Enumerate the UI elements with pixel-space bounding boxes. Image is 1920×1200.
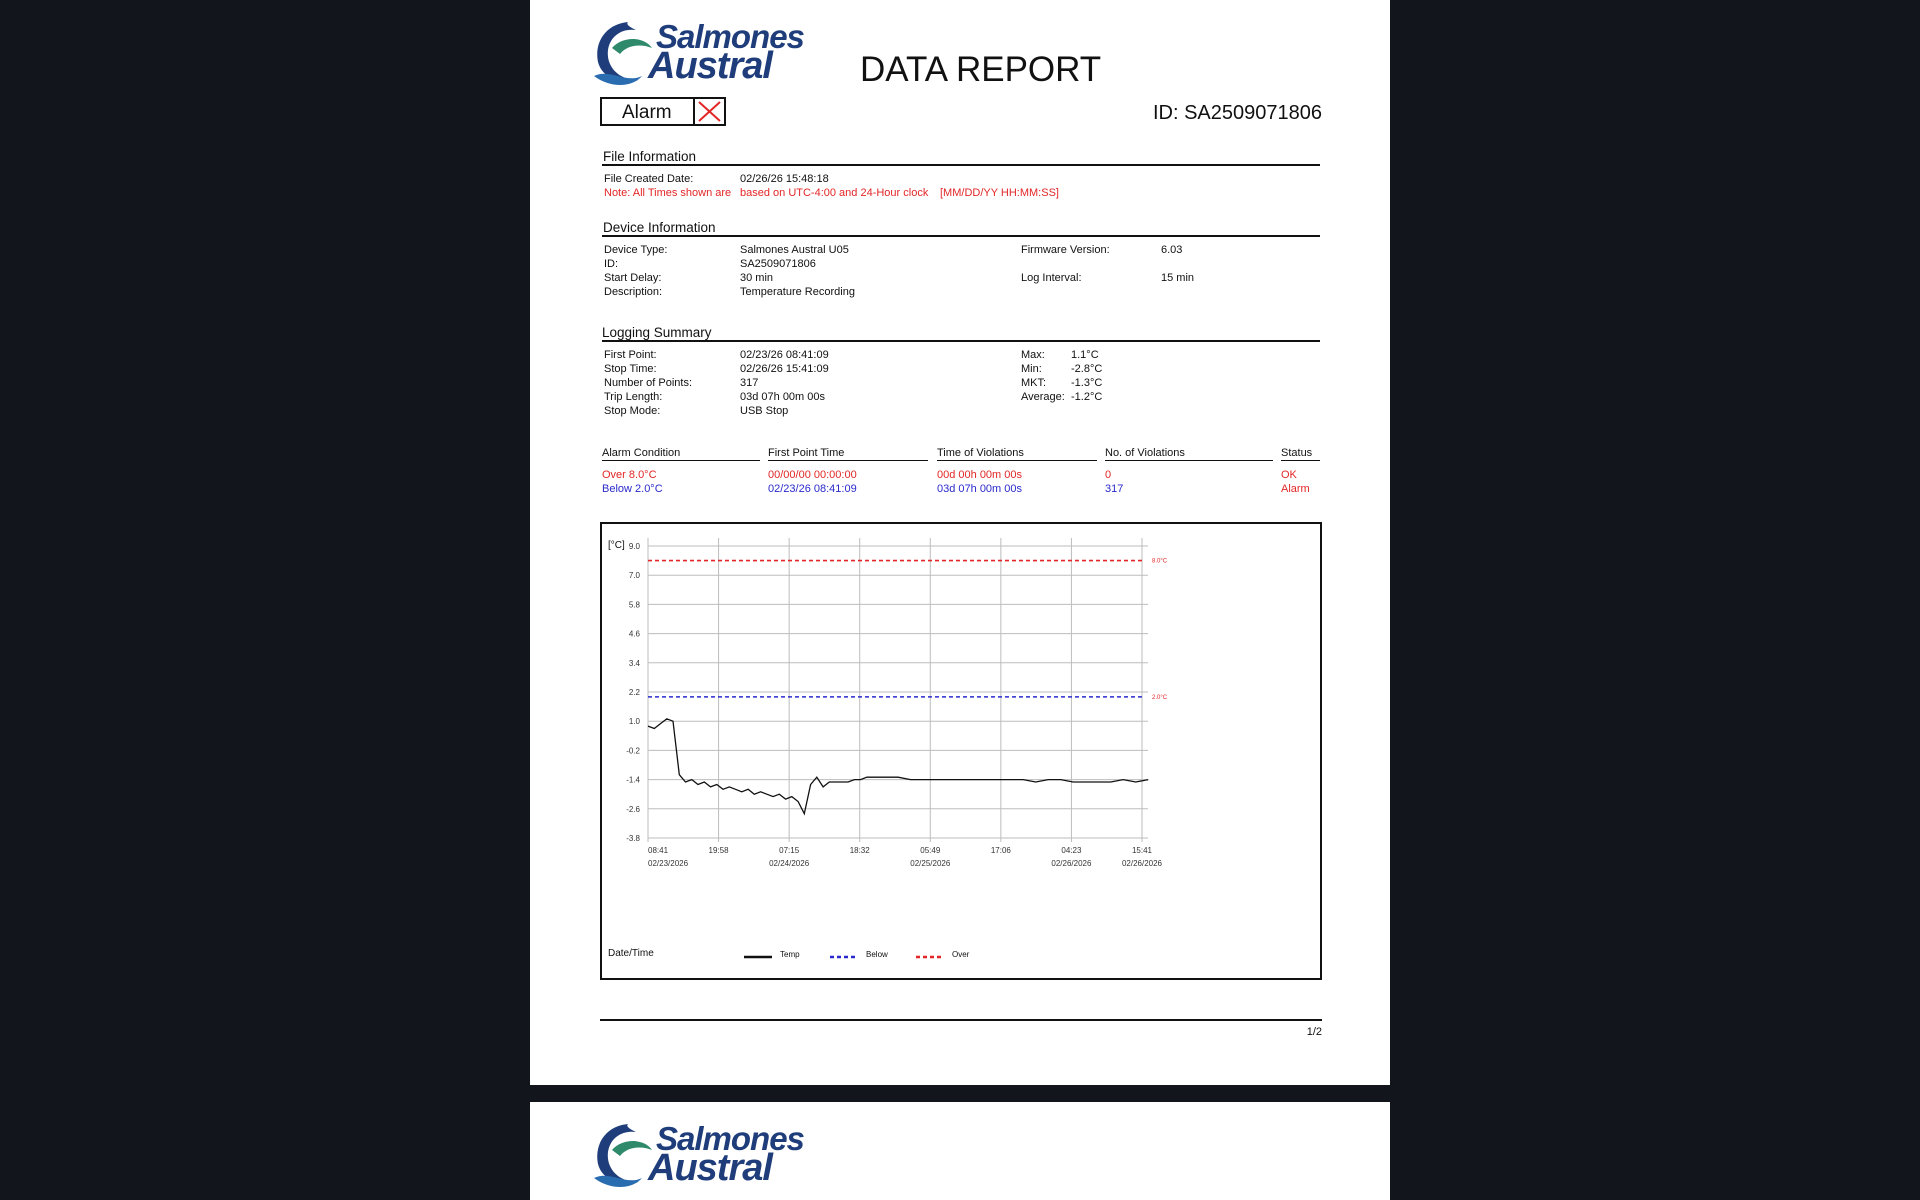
summary-value: 02/23/26 08:41:09: [740, 349, 829, 361]
divider: [602, 235, 1320, 237]
summary-value: 02/26/26 15:41:09: [740, 363, 829, 375]
summary-labels: [604, 348, 692, 418]
table-cell: 02/23/26 08:41:09: [768, 483, 857, 495]
summary-label: Stop Mode:: [604, 405, 661, 417]
file-created-label: File Created Date:: [604, 173, 694, 185]
device-label: ID:: [604, 258, 619, 270]
alarm-table-header: No. of Violations: [1105, 447, 1185, 459]
y-tick-label: 7.0: [628, 571, 640, 581]
device-label: Start Delay:: [604, 272, 662, 284]
temperature-chart: [600, 522, 1322, 980]
legend-label: Temp: [780, 950, 800, 959]
table-cell: 03d 07h 00m 00s: [937, 483, 1023, 495]
stat-value: -1.3°C: [1071, 377, 1103, 389]
table-cell: OK: [1281, 469, 1297, 481]
x-tick-label: 07:15: [779, 846, 800, 855]
summary-value: USB Stop: [740, 405, 789, 417]
x-tick-label: 08:41: [648, 846, 669, 855]
device-values: [740, 243, 855, 299]
y-tick-label: -1.4: [626, 775, 640, 785]
threshold-label: 2.0°C: [1152, 694, 1168, 701]
y-tick-label: 4.6: [628, 629, 640, 639]
x-tick-date: 02/24/2026: [769, 859, 810, 868]
divider: [937, 460, 1097, 461]
x-tick-label: 17:06: [990, 846, 1011, 855]
divider: [1281, 460, 1320, 461]
stat-labels: [1021, 348, 1065, 404]
table-cell: 0: [1105, 469, 1112, 481]
legend-label: Below: [866, 950, 888, 959]
log-interval-value: 15 min: [1161, 272, 1195, 284]
stat-label: Max:: [1021, 349, 1045, 361]
device-value: 30 min: [740, 272, 774, 284]
note-text-b: based on UTC-4:00 and 24-Hour clock: [740, 187, 929, 199]
brand-line1: Salmones: [656, 18, 804, 55]
table-cell: 00d 00h 00m 00s: [937, 469, 1023, 481]
table-cell: Alarm: [1281, 483, 1310, 495]
firmware-label: Firmware Version:: [1021, 244, 1110, 256]
alarm-table-header: Status: [1281, 447, 1313, 459]
legend-label: Over: [952, 950, 970, 959]
stat-label: MKT:: [1021, 377, 1047, 389]
series-line-temp: [648, 719, 1148, 814]
alarm-table-header: First Point Time: [768, 447, 845, 459]
status-stamp-label: Alarm: [622, 102, 672, 123]
stat-value: -2.8°C: [1071, 363, 1103, 375]
y-tick-label: -3.8: [626, 834, 640, 843]
alarm-table-header: Time of Violations: [937, 447, 1024, 459]
x-tick-label: 19:58: [708, 846, 729, 855]
report-title: DATA REPORT: [860, 50, 1102, 89]
y-axis-label: [°C]: [608, 540, 625, 551]
y-tick-label: 3.4: [628, 658, 640, 668]
summary-value: 317: [740, 377, 759, 389]
device-label: Device Type:: [604, 244, 668, 256]
y-tick-label: 1.0: [628, 717, 640, 727]
x-tick-label: 04:23: [1061, 846, 1082, 855]
report-page-1: [530, 0, 1390, 1085]
status-stamp: [600, 97, 726, 126]
firmware-value: 6.03: [1161, 244, 1183, 256]
logging-summary-title: Logging Summary: [602, 325, 712, 340]
device-info-title: Device Information: [603, 220, 716, 235]
divider: [602, 340, 1320, 342]
device-label: Description:: [604, 286, 663, 298]
stat-values: [1071, 348, 1102, 404]
divider: [1105, 460, 1273, 461]
summary-label: Number of Points:: [604, 377, 693, 389]
device-labels: [604, 243, 667, 299]
threshold-label: 8.0°C: [1152, 558, 1168, 565]
brand-line2: Austral: [648, 45, 772, 87]
table-cell: Over 8.0°C: [602, 469, 657, 481]
divider: [600, 1019, 1322, 1021]
device-value: SA2509071806: [740, 258, 816, 270]
divider: [768, 460, 928, 461]
stat-label: Min:: [1021, 363, 1042, 375]
table-cell: 317: [1105, 483, 1124, 495]
x-axis-label: Date/Time: [608, 948, 654, 959]
y-tick-label: 9.0: [628, 542, 640, 551]
summary-values: [740, 348, 829, 418]
stat-value: 1.1°C: [1071, 349, 1099, 361]
device-value: Salmones Austral U05: [740, 244, 849, 256]
x-tick-date: 02/25/2026: [910, 859, 951, 868]
brand-line1: Salmones: [656, 1120, 804, 1157]
stat-value: -1.2°C: [1071, 391, 1103, 403]
stat-label: Average:: [1021, 391, 1065, 403]
y-tick-label: -2.6: [626, 804, 640, 814]
summary-value: 03d 07h 00m 00s: [740, 391, 826, 403]
table-cell: 00/00/00 00:00:00: [768, 469, 857, 481]
note-text-a: Note: All Times shown are: [604, 187, 732, 199]
chart-canvas: [602, 524, 1320, 978]
x-tick-label: 15:41: [1131, 846, 1153, 855]
y-tick-label: 2.2: [628, 688, 640, 697]
table-cell: Below 2.0°C: [602, 483, 663, 495]
x-tick-label: 18:32: [849, 846, 870, 855]
y-tick-label: 5.8: [628, 600, 640, 610]
device-value: Temperature Recording: [740, 286, 855, 298]
summary-label: Trip Length:: [604, 391, 663, 403]
y-tick-label: -0.2: [626, 746, 640, 756]
brand-line2: Austral: [648, 1147, 772, 1189]
page-number: 1/2: [1306, 1026, 1322, 1038]
x-tick-date: 02/26/2026: [1051, 859, 1092, 868]
summary-label: Stop Time:: [604, 363, 657, 375]
alarm-table-header: Alarm Condition: [602, 447, 681, 459]
x-tick-date: 02/23/2026: [648, 859, 689, 868]
divider: [602, 164, 1320, 166]
report-id: ID: SA2509071806: [1152, 102, 1322, 124]
alarm-cross-icon: [693, 99, 724, 124]
x-tick-date: 02/26/2026: [1121, 859, 1163, 868]
file-created-value: 02/26/26 15:48:18: [740, 173, 829, 185]
log-interval-label: Log Interval:: [1021, 272, 1082, 284]
summary-label: First Point:: [604, 349, 657, 361]
note-text-c: [MM/DD/YY HH:MM:SS]: [940, 187, 1059, 199]
divider: [602, 460, 760, 461]
x-tick-label: 05:49: [920, 846, 941, 855]
report-page-2: [530, 1102, 1390, 1200]
file-info-title: File Information: [603, 149, 697, 164]
